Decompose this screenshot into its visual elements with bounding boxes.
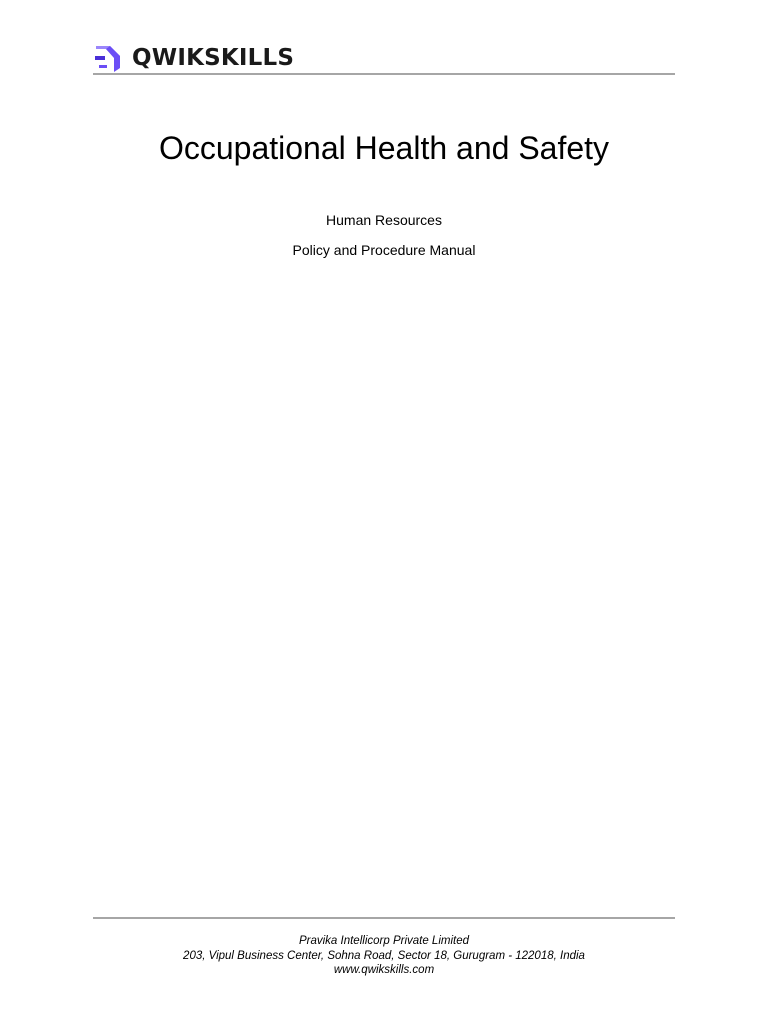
logo-wordmark: QWIKSKILLS	[132, 45, 295, 71]
department-name: Human Resources	[326, 212, 442, 228]
company-name: Pravika Intellicorp Private Limited	[298, 935, 469, 947]
header-divider	[93, 73, 675, 75]
qwikskills-arrow-icon	[93, 43, 123, 73]
company-address: 203, Vipul Business Center, Sohna Road, Sector 18, Gurugram - 122018, India	[183, 949, 585, 962]
page-header	[93, 40, 675, 74]
page-footer	[0, 934, 768, 978]
company-website: www.qwikskills.com	[333, 964, 435, 976]
manual-name: Policy and Procedure Manual	[292, 242, 476, 258]
document-title: Occupational Health and Safety	[158, 130, 610, 166]
footer-divider	[93, 917, 675, 919]
brand-logo	[93, 43, 294, 73]
